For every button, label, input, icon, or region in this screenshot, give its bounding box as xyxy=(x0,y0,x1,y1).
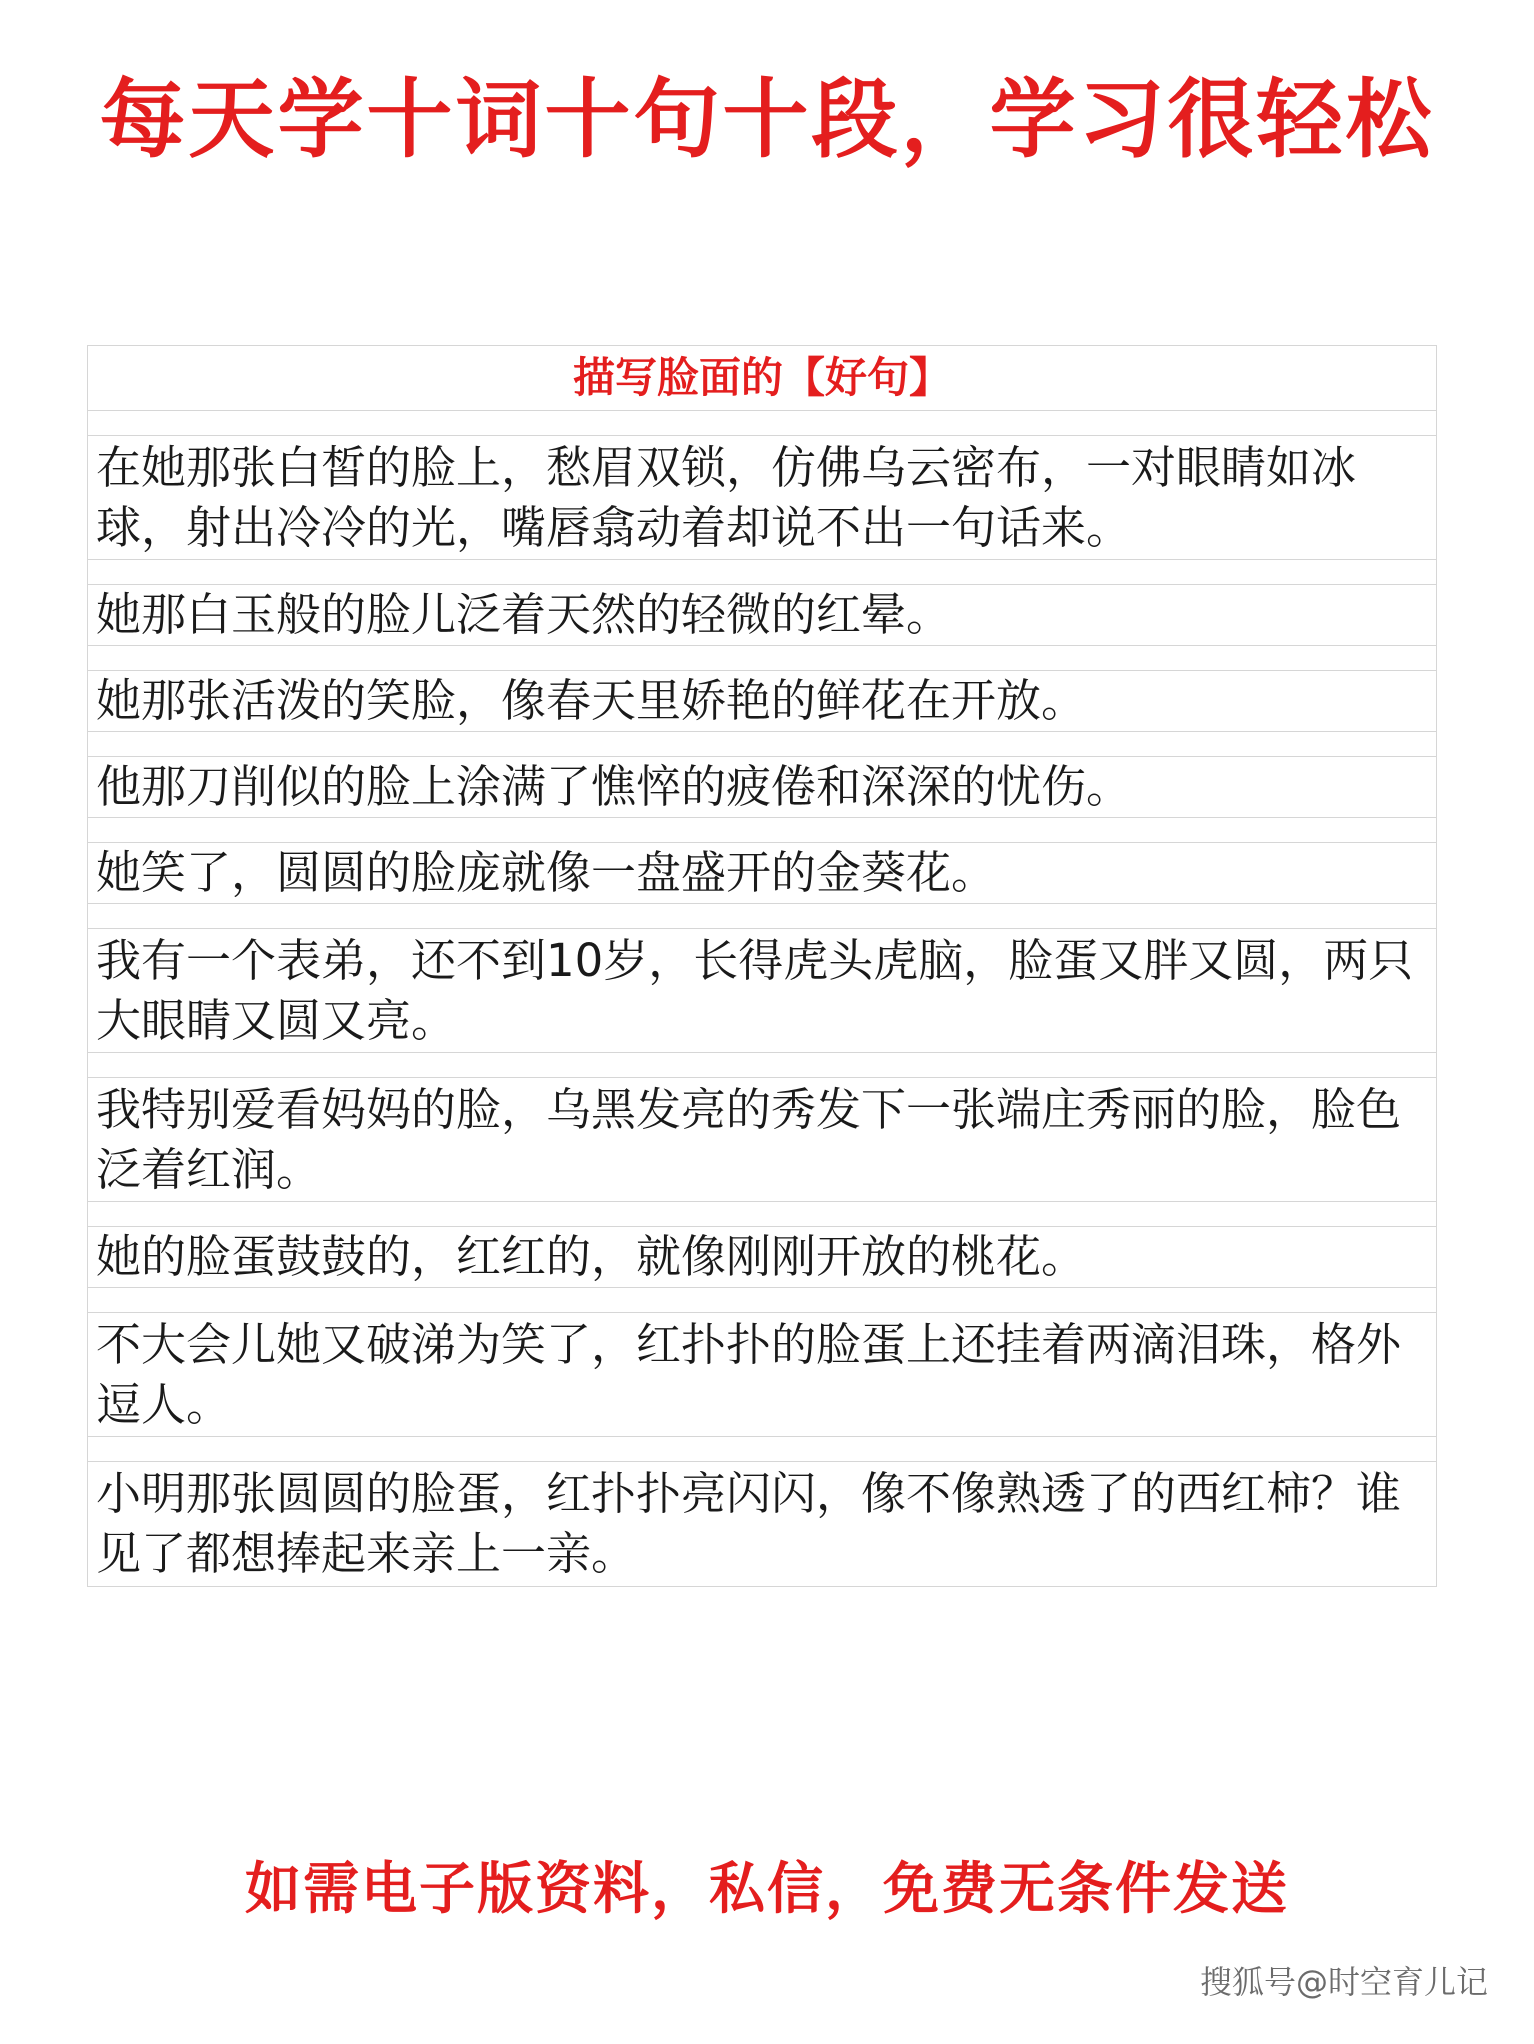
page-title: 每天学十词十句十段，学习很轻松 xyxy=(99,70,1435,170)
spacer-row xyxy=(88,904,1436,929)
sentence-row-3: 她那张活泼的笑脸，像春天里娇艳的鲜花在开放。 xyxy=(88,671,1436,732)
sentence-row-2: 她那白玉般的脸儿泛着天然的轻微的红晕。 xyxy=(88,585,1436,646)
sentence-row-7: 我特别爱看妈妈的脸，乌黑发亮的秀发下一张端庄秀丽的脸，脸色泛着红润。 xyxy=(88,1078,1436,1202)
spacer-row xyxy=(88,560,1436,585)
watermark: 搜狐号@时空育儿记 xyxy=(1199,1963,1488,2001)
sentence-row-5: 她笑了，圆圆的脸庞就像一盘盛开的金葵花。 xyxy=(88,843,1436,904)
spacer-row xyxy=(88,1437,1436,1462)
spacer-row xyxy=(88,818,1436,843)
sentence-row-10: 小明那张圆圆的脸蛋，红扑扑亮闪闪，像不像熟透了的西红柿？谁见了都想捧起来亲上一亲。 xyxy=(96,1467,1402,1580)
spacer-row xyxy=(88,1288,1436,1313)
sentence-row-4: 他那刀削似的脸上涂满了憔悴的疲倦和深深的忧伤。 xyxy=(88,757,1436,818)
sentence-row-8: 她的脸蛋鼓鼓的，红红的，就像刚刚开放的桃花。 xyxy=(88,1227,1436,1288)
spacer-row xyxy=(88,1053,1436,1078)
sentence-row-9: 不大会儿她又破涕为笑了，红扑扑的脸蛋上还挂着两滴泪珠，格外逗人。 xyxy=(88,1313,1436,1437)
sentence-table xyxy=(87,345,1437,1587)
footer-note: 如需电子版资料，私信，免费无条件发送 xyxy=(245,1857,1289,1922)
spacer-row xyxy=(88,732,1436,757)
spacer-row xyxy=(88,646,1436,671)
spacer-row xyxy=(88,1202,1436,1227)
spacer-row xyxy=(88,411,1436,436)
sentence-row-1: 在她那张白皙的脸上，愁眉双锁，仿佛乌云密布，一对眼睛如冰球，射出冷冷的光，嘴唇翕动着却说不出一句话来。 xyxy=(88,436,1436,560)
table-header: 描写脸面的【好句】 xyxy=(88,346,1436,411)
sentence-row-6: 我有一个表弟，还不到10岁，长得虎头虎脑，脸蛋又胖又圆，两只大眼睛又圆又亮。 xyxy=(88,929,1436,1053)
